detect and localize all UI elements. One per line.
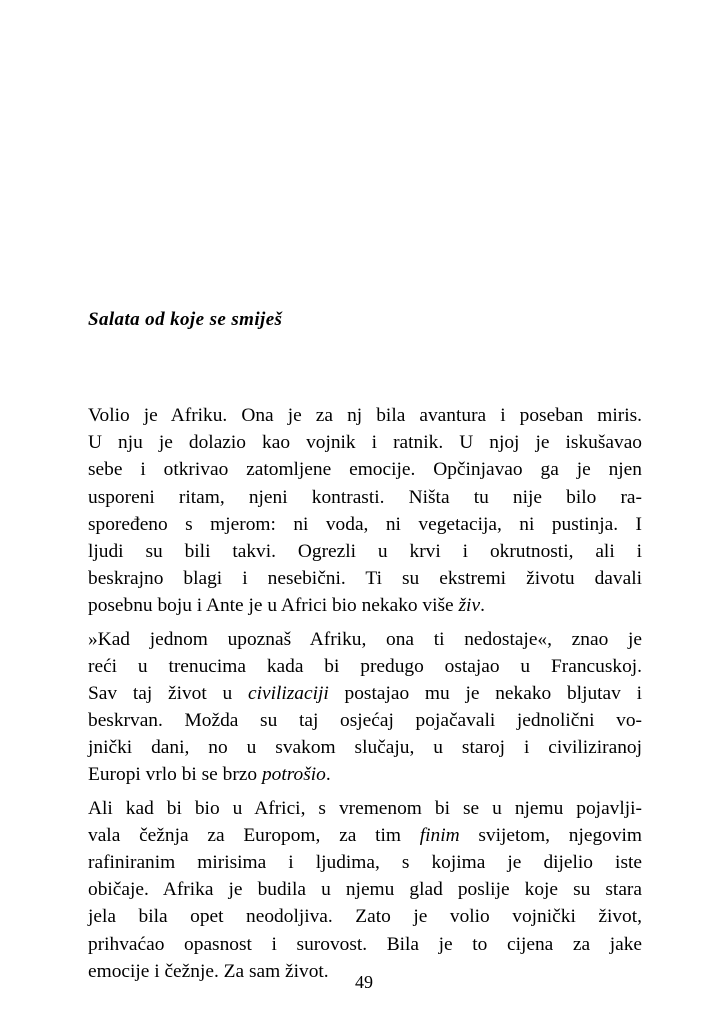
text-run: . [325, 764, 331, 786]
text-run: rafiniranim mirisima i ljudima, s kojima je dijelio iste [88, 852, 642, 873]
text-run: svijetom, njegovim [459, 824, 643, 846]
text-run: Volio je Afriku. Ona je za nj bila avantura i poseban miris. [88, 405, 642, 426]
text-line [88, 761, 642, 788]
text-run: spoređeno s mjerom: ni voda, ni vegetacija, ni pustinja. I [88, 513, 642, 535]
chapter-body [88, 402, 642, 991]
paragraph-2 [88, 626, 642, 789]
text-line [88, 795, 642, 822]
text-line [88, 429, 642, 456]
text-line [88, 511, 642, 538]
text-run: jela bila opet neodoljiva. Zato je volio vojnički život, [88, 906, 642, 928]
text-run: običaje. Afrika je budila u njemu glad poslije koje su stara [88, 879, 642, 901]
text-line [88, 592, 642, 619]
text-line [88, 849, 642, 876]
italic-text: potrošio [261, 764, 326, 786]
text-line [88, 538, 642, 565]
text-run: vala čežnja za Europom, za tim [88, 824, 420, 846]
text-line [88, 402, 642, 429]
text-run: usporeni ritam, njeni kontrasti. Ništa tu nije bilo ra- [88, 486, 642, 508]
text-line [88, 876, 642, 903]
text-line [88, 903, 642, 930]
italic-text: civilizaciji [248, 682, 329, 704]
text-line [88, 931, 642, 958]
text-line [88, 484, 642, 511]
text-run: »Kad jednom upoznaš Afriku, ona ti nedostaje«, znao je [88, 628, 642, 650]
text-run: Europi vrlo bi se brzo [88, 764, 262, 786]
chapter-title: Salata od koje se smiješ [88, 309, 283, 330]
text-line [88, 653, 642, 680]
text-run: Sav taj život u [88, 682, 248, 704]
text-run: posebnu boju i Ante je u Africi bio nekako više [88, 595, 459, 617]
paragraph-1 [88, 402, 642, 620]
italic-text: finim [419, 824, 460, 846]
text-line [88, 680, 642, 707]
text-line [88, 626, 642, 653]
text-run: U nju je dolazio kao vojnik i ratnik. U njoj je iskušavao [88, 432, 642, 454]
text-run: emocije i čežnje. Za sam život. [88, 960, 329, 982]
text-run: jnički dani, no u svakom slučaju, u staroj i civiliziranoj [88, 737, 642, 759]
text-run: . [480, 595, 485, 617]
text-run: sebe i otkrivao zatomljene emocije. Opčinjavao ga je njen [88, 459, 642, 481]
text-run: ljudi su bili takvi. Ogrezli u krvi i okrutnosti, ali i [88, 540, 642, 562]
text-line [88, 822, 642, 849]
text-line [88, 565, 642, 592]
text-line [88, 707, 642, 734]
text-run: prihvaćao opasnost i surovost. Bila je to cijena za jake [88, 933, 642, 955]
paragraph-3 [88, 795, 642, 985]
text-run: beskrvan. Možda su taj osjećaj pojačavali jednolični vo- [88, 710, 642, 732]
italic-text: živ [458, 595, 481, 617]
page-number: 49 [355, 972, 373, 992]
text-run: postajao mu je nekako bljutav i [328, 682, 642, 704]
text-run: reći u trenucima kada bi predugo ostajao u Francuskoj. [88, 655, 642, 677]
text-line [88, 456, 642, 483]
text-line [88, 734, 642, 761]
text-run: beskrajno blagi i nesebični. Ti su ekstremi životu davali [88, 568, 642, 590]
text-run: Ali kad bi bio u Africi, s vremenom bi se u njemu pojavlji- [88, 797, 642, 819]
